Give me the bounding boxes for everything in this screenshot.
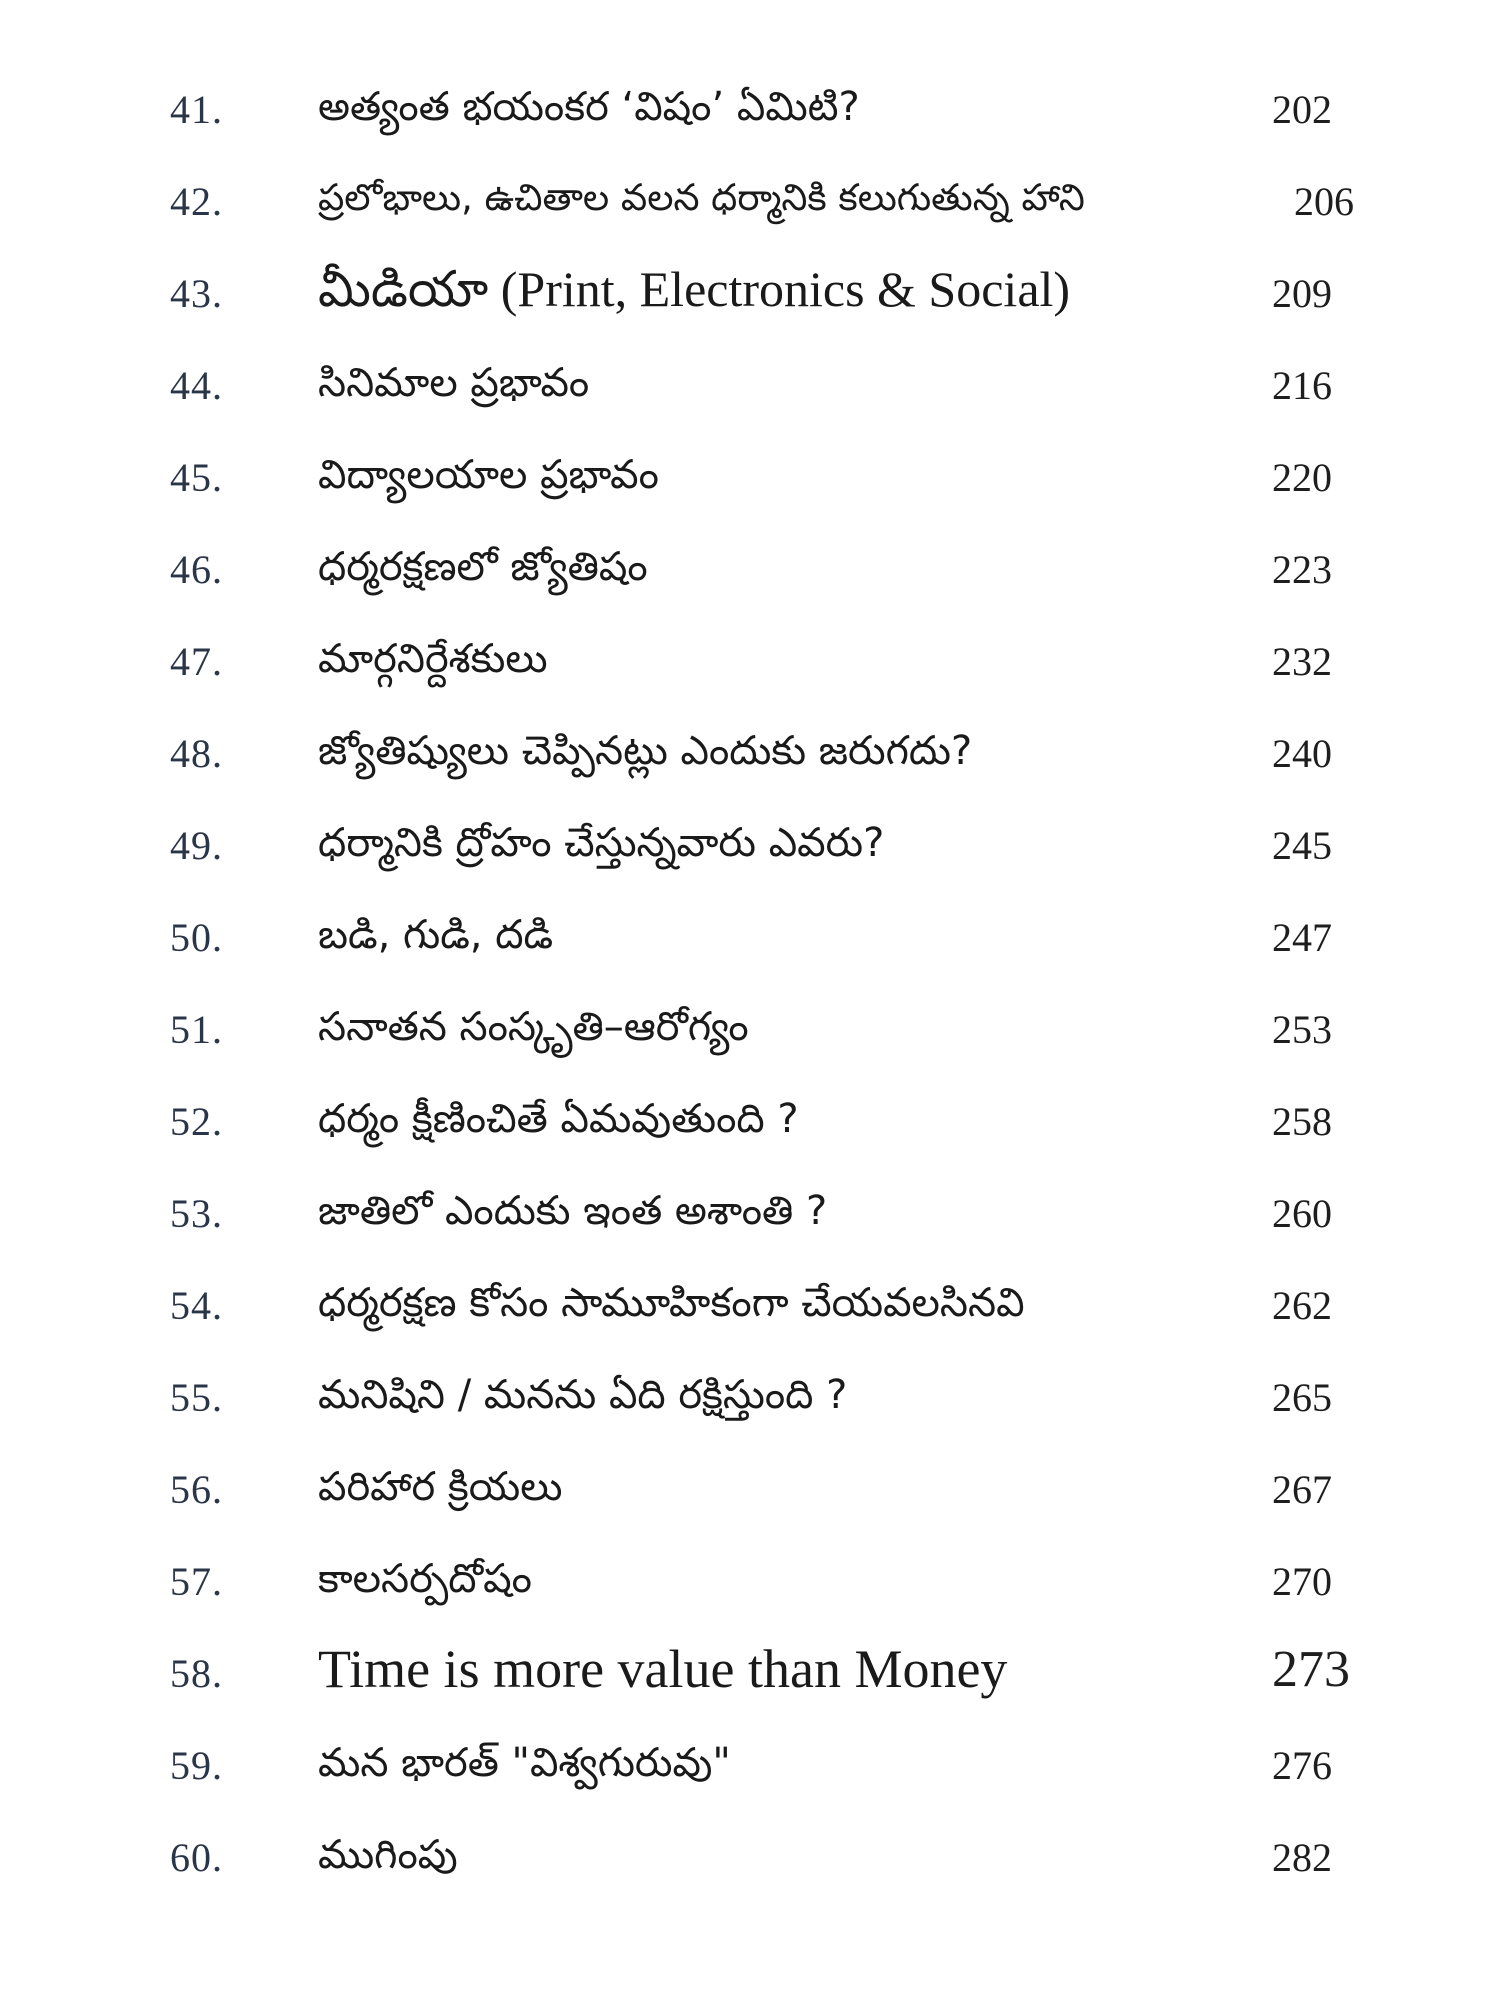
entry-title: ముగింపు [318, 1832, 458, 1878]
entry-page: 260 [1272, 1191, 1332, 1236]
toc-entry [0, 1168, 1500, 1260]
entry-title: సనాతన సంస్కృతి–ఆరోగ్యం [318, 1004, 749, 1050]
entry-number: 43. [170, 271, 223, 316]
entry-number: 59. [170, 1743, 223, 1788]
entry-page: 240 [1272, 731, 1332, 776]
entry-title: మీడియా (Print, Electronics & Social) [318, 261, 1071, 317]
entry-title: అత్యంత భయంకర ‘విషం’ ఏమిటి? [318, 84, 860, 130]
entry-title: ధర్మం క్షీణించితే ఏమవుతుంది ? [318, 1096, 799, 1142]
toc-entry [0, 1352, 1500, 1444]
toc-entry [0, 1720, 1500, 1812]
entry-page: 253 [1272, 1007, 1332, 1052]
entry-number: 55. [170, 1375, 223, 1420]
entry-number: 52. [170, 1099, 223, 1144]
toc-entry [0, 1076, 1500, 1168]
entry-title: Time is more value than Money [318, 1639, 1008, 1699]
entry-number: 54. [170, 1283, 223, 1328]
toc-entry [0, 892, 1500, 984]
entry-title: ధర్మానికి ద్రోహం చేస్తున్నవారు ఎవరు? [318, 820, 885, 866]
entry-page: 232 [1272, 639, 1332, 684]
toc-entry [0, 248, 1500, 340]
entry-number: 42. [170, 179, 223, 224]
entry-page: 220 [1272, 455, 1332, 500]
toc-entry [0, 1444, 1500, 1536]
toc-entry [0, 432, 1500, 524]
entry-page: 267 [1272, 1467, 1332, 1512]
table-of-contents [0, 64, 1500, 1904]
entry-number: 47. [170, 639, 223, 684]
entry-title: కాలసర్పదోషం [318, 1556, 532, 1602]
entry-page: 276 [1272, 1743, 1332, 1788]
toc-entry [0, 64, 1500, 156]
entry-page: 216 [1272, 363, 1332, 408]
entry-title: ప్రలోభాలు, ఉచితాల వలన ధర్మానికి కలుగుతున్న హాని [318, 176, 1085, 219]
toc-entry [0, 1536, 1500, 1628]
entry-number: 49. [170, 823, 223, 868]
entry-number: 41. [170, 87, 223, 132]
entry-title: మార్గనిర్దేశకులు [318, 636, 548, 682]
entry-number: 53. [170, 1191, 223, 1236]
toc-entry [0, 616, 1500, 708]
entry-number: 45. [170, 455, 223, 500]
entry-page: 223 [1272, 547, 1332, 592]
entry-page: 202 [1272, 87, 1332, 132]
entry-title: ధర్మరక్షణలో జ్యోతిషం [318, 544, 648, 590]
entry-title: సినిమాల ప్రభావం [318, 360, 590, 406]
toc-entry [0, 984, 1500, 1076]
entry-page: 262 [1272, 1283, 1332, 1328]
entry-number: 57. [170, 1559, 223, 1604]
toc-entry [0, 708, 1500, 800]
toc-entry [0, 340, 1500, 432]
entry-page: 247 [1272, 915, 1332, 960]
entry-number: 44. [170, 363, 223, 408]
entry-number: 46. [170, 547, 223, 592]
toc-entry [0, 156, 1500, 248]
entry-title: బడి, గుడి, దడి [318, 912, 554, 958]
entry-page: 206 [1294, 179, 1354, 224]
entry-number: 60. [170, 1835, 223, 1880]
entry-title: జ్యోతిష్యులు చెప్పినట్లు ఎందుకు జరుగదు? [318, 728, 973, 774]
toc-entry [0, 1812, 1500, 1904]
entry-title: ధర్మరక్షణ కోసం సామూహికంగా చేయవలసినవి [318, 1280, 1025, 1326]
entry-number: 48. [170, 731, 223, 776]
entry-title: మన భారత్ "విశ్వగురువు" [318, 1740, 731, 1786]
entry-number: 50. [170, 915, 223, 960]
toc-entry [0, 524, 1500, 616]
entry-page: 273 [1272, 1641, 1350, 1698]
entry-title: మనిషిని / మనను ఏది రక్షిస్తుంది ? [318, 1372, 848, 1418]
entry-page: 270 [1272, 1559, 1332, 1604]
entry-number: 58. [170, 1651, 223, 1696]
entry-page: 265 [1272, 1375, 1332, 1420]
toc-entry [0, 1260, 1500, 1352]
entry-title: జాతిలో ఎందుకు ఇంత అశాంతి ? [318, 1188, 828, 1234]
entry-number: 56. [170, 1467, 223, 1512]
toc-entry [0, 800, 1500, 892]
entry-page: 209 [1272, 271, 1332, 316]
entry-page: 258 [1272, 1099, 1332, 1144]
entry-title: పరిహార క్రియలు [318, 1464, 563, 1510]
entry-number: 51. [170, 1007, 223, 1052]
toc-entry [0, 1628, 1500, 1720]
entry-title: విద్యాలయాల ప్రభావం [318, 452, 659, 498]
entry-page: 282 [1272, 1835, 1332, 1880]
entry-page: 245 [1272, 823, 1332, 868]
